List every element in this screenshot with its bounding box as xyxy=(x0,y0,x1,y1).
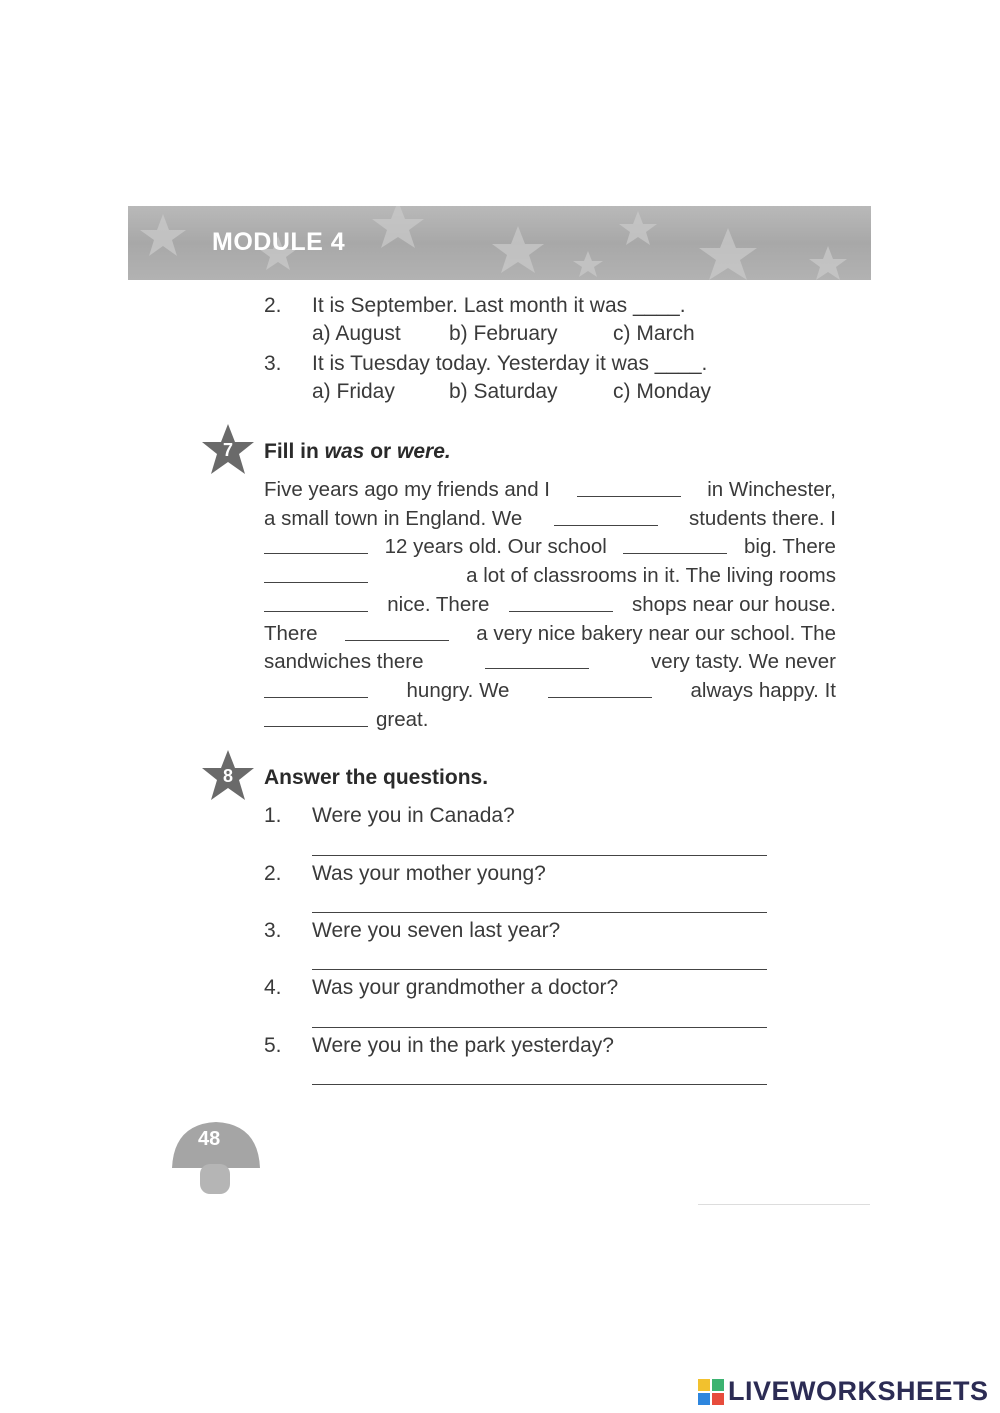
paragraph-text: nice. There xyxy=(387,592,490,616)
module-title: MODULE 4 xyxy=(212,228,346,256)
question-text: It is September. Last month it was ____. xyxy=(312,294,686,317)
watermark-text: LIVEWORKSHEETS xyxy=(728,1376,989,1406)
paragraph-text: There xyxy=(264,621,318,645)
paragraph-text: big. There xyxy=(744,535,836,559)
page-number: 48 xyxy=(198,1128,221,1150)
question-number: 2. xyxy=(264,294,282,317)
heading-word-were: were. xyxy=(397,440,451,463)
exercise-number: 7 xyxy=(222,439,233,460)
paragraph-line xyxy=(264,620,836,649)
paragraph-text: hungry. We xyxy=(406,678,510,702)
option-b[interactable]: b) Saturday xyxy=(449,380,558,403)
answer-blank[interactable] xyxy=(264,677,368,698)
paragraph-line xyxy=(264,591,836,620)
option-c[interactable]: c) Monday xyxy=(613,380,712,403)
option-b[interactable]: b) February xyxy=(449,322,558,345)
paragraph-text: shops near our house. xyxy=(631,592,836,616)
answer-blank[interactable] xyxy=(577,476,681,497)
exercise-heading: Answer the questions. xyxy=(264,766,489,789)
question-text: Were you in the park yesterday? xyxy=(312,1034,614,1057)
question-text: Were you in Canada? xyxy=(312,804,515,827)
exercise-heading xyxy=(264,440,451,464)
answer-blank[interactable] xyxy=(264,591,368,612)
answer-blank[interactable] xyxy=(548,677,652,698)
exercise-number-badge xyxy=(200,422,256,478)
paragraph-text: a small town in England. We xyxy=(264,506,523,530)
answer-line[interactable] xyxy=(312,969,767,970)
option-a[interactable]: a) Friday xyxy=(312,380,395,403)
exercise-number-badge xyxy=(200,748,256,804)
answer-blank[interactable] xyxy=(554,505,658,526)
page-number-badge xyxy=(168,1118,264,1203)
heading-text: or xyxy=(364,440,398,463)
question-number: 4. xyxy=(264,976,282,999)
paragraph-line xyxy=(264,533,836,562)
paragraph-text: a lot of classrooms in it. The living rooms xyxy=(466,564,836,588)
paragraph-line xyxy=(264,562,836,591)
question-text: Was your mother young? xyxy=(312,862,546,885)
module-banner xyxy=(128,206,871,280)
question-number: 3. xyxy=(264,919,282,942)
heading-text: Fill in xyxy=(264,440,325,463)
question-number: 2. xyxy=(264,862,282,885)
paragraph-text: very tasty. We never xyxy=(651,650,836,674)
paragraph-text: in Winchester, xyxy=(707,478,836,501)
answer-line[interactable] xyxy=(312,912,767,913)
answer-blank[interactable] xyxy=(485,648,589,669)
divider xyxy=(698,1204,870,1205)
paragraph-text: students there. I xyxy=(688,506,836,530)
paragraph-line xyxy=(264,476,836,505)
answer-line[interactable] xyxy=(312,1027,767,1028)
liveworksheets-watermark xyxy=(698,1376,989,1407)
paragraph-text: 12 years old. Our school xyxy=(384,535,607,559)
answer-blank[interactable] xyxy=(623,533,727,554)
question-number: 3. xyxy=(264,352,282,375)
paragraph-line xyxy=(264,505,836,534)
paragraph-text: great. xyxy=(376,707,429,731)
paragraph-line xyxy=(264,648,836,677)
option-a[interactable]: a) August xyxy=(312,322,401,345)
question-text: Were you seven last year? xyxy=(312,919,561,942)
question-number: 1. xyxy=(264,804,282,827)
heading-word-was: was xyxy=(324,440,365,463)
fill-in-paragraph xyxy=(264,476,836,734)
liveworksheets-logo-icon xyxy=(698,1379,724,1405)
answer-blank[interactable] xyxy=(345,620,449,641)
paragraph-line xyxy=(264,677,836,706)
answer-blank[interactable] xyxy=(264,533,368,554)
paragraph-line xyxy=(264,706,836,735)
answer-blank[interactable] xyxy=(264,706,368,727)
question-text: It is Tuesday today. Yesterday it was ____. xyxy=(312,352,708,375)
question-number: 5. xyxy=(264,1034,282,1057)
paragraph-text: sandwiches there xyxy=(264,650,424,674)
exercise-number: 8 xyxy=(222,765,233,786)
paragraph-text: always happy. It xyxy=(690,678,836,702)
answer-line[interactable] xyxy=(312,855,767,856)
option-c[interactable]: c) March xyxy=(613,322,695,345)
answer-line[interactable] xyxy=(312,1084,767,1085)
answer-blank[interactable] xyxy=(264,562,368,583)
paragraph-text: a very nice bakery near our school. The xyxy=(476,621,836,645)
paragraph-text: Five years ago my friends and I xyxy=(264,478,550,501)
question-text: Was your grandmother a doctor? xyxy=(312,976,619,999)
answer-blank[interactable] xyxy=(509,591,613,612)
